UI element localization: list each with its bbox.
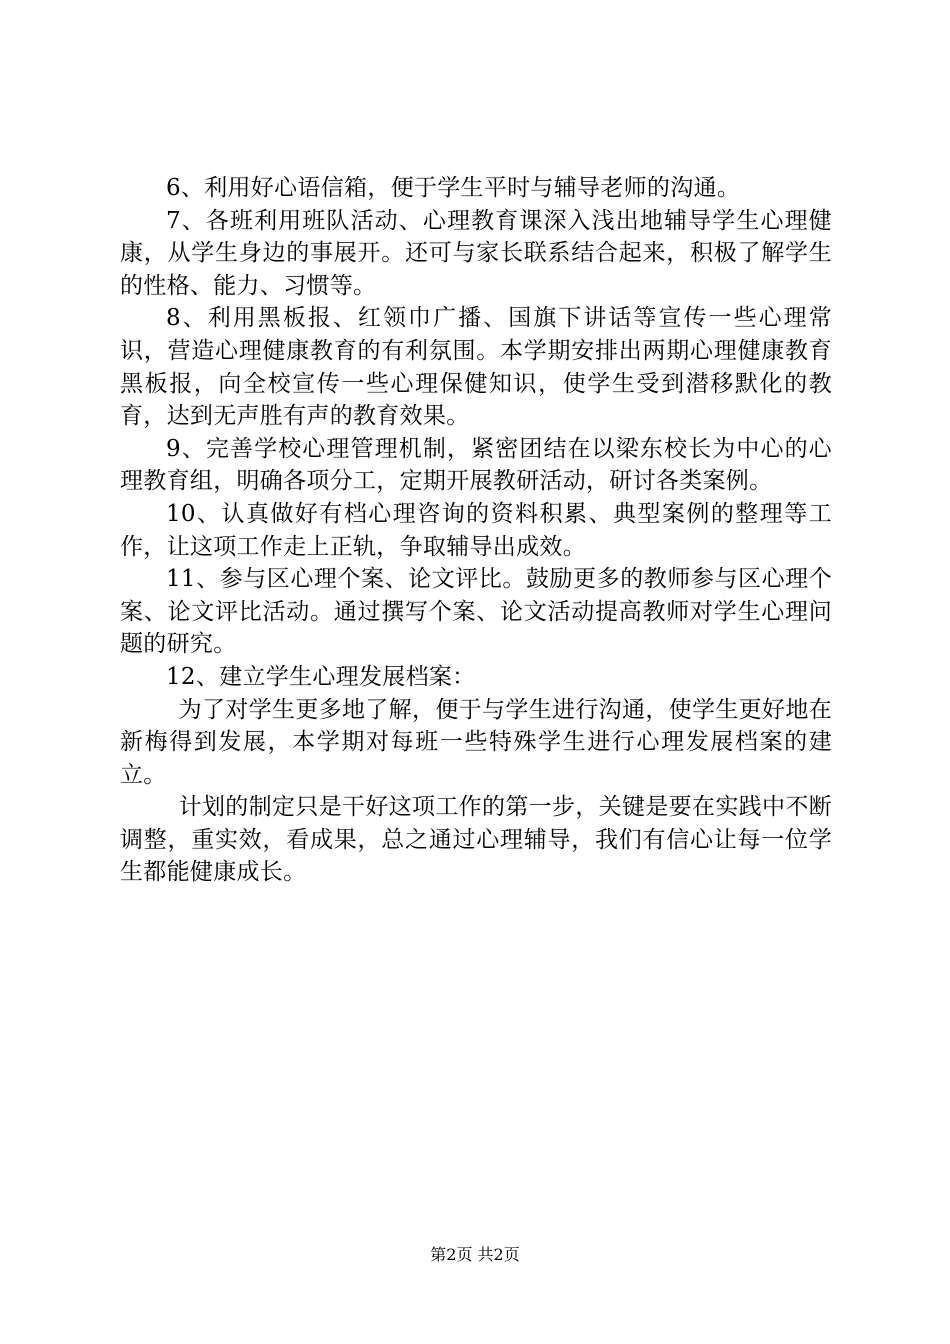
paragraph-item-7: 7、各班利用班队活动、心理教育课深入浅出地辅导学生心理健康，从学生身边的事展开。还可与家长联系结合起来，积极了解学生的性格、能力、习惯等。	[120, 207, 832, 299]
paragraph-item-6: 6、利用好心语信箱，便于学生平时与辅导老师的沟通。	[166, 175, 741, 201]
paragraph-item-9: 9、完善学校心理管理机制，紧密团结在以梁东校长为中心的心理教育组，明确各项分工，定期开展教研活动，研讨各类案例。	[120, 435, 832, 495]
paragraph-item-12-heading: 12、建立学生心理发展档案：	[166, 663, 476, 690]
paragraph-archive-detail: 为了对学生更多地了解，便于与学生进行沟通，使学生更好地在新梅得到发展，本学期对每班一些特殊学生进行心理发展档案的建立。	[120, 696, 832, 788]
paragraph-item-8: 8、利用黑板报、红领巾广播、国旗下讲话等宣传一些心理常识，营造心理健康教育的有利氛围。本学期安排出两期心理健康教育黑板报，向全校宣传一些心理保健知识，使学生受到潜移默化的教育，达到无声胜有声的教育效果。	[120, 305, 832, 430]
paragraph-item-10: 10、认真做好有档心理咨询的资料积累、典型案例的整理等工作，让这项工作走上正轨，争取辅导出成效。	[120, 500, 832, 560]
paragraph-item-11: 11、参与区心理个案、论文评比。鼓励更多的教师参与区心理个案、论文评比活动。通过撰写个案、论文活动提高教师对学生心理问题的研究。	[120, 566, 832, 658]
document-body	[120, 172, 832, 889]
paragraph-conclusion: 计划的制定只是干好这项工作的第一步，关键是要在实践中不断调整，重实效，看成果，总之通过心理辅导，我们有信心让每一位学生都能健康成长。	[120, 794, 832, 886]
page-footer: 第2页 共2页	[430, 1245, 520, 1264]
